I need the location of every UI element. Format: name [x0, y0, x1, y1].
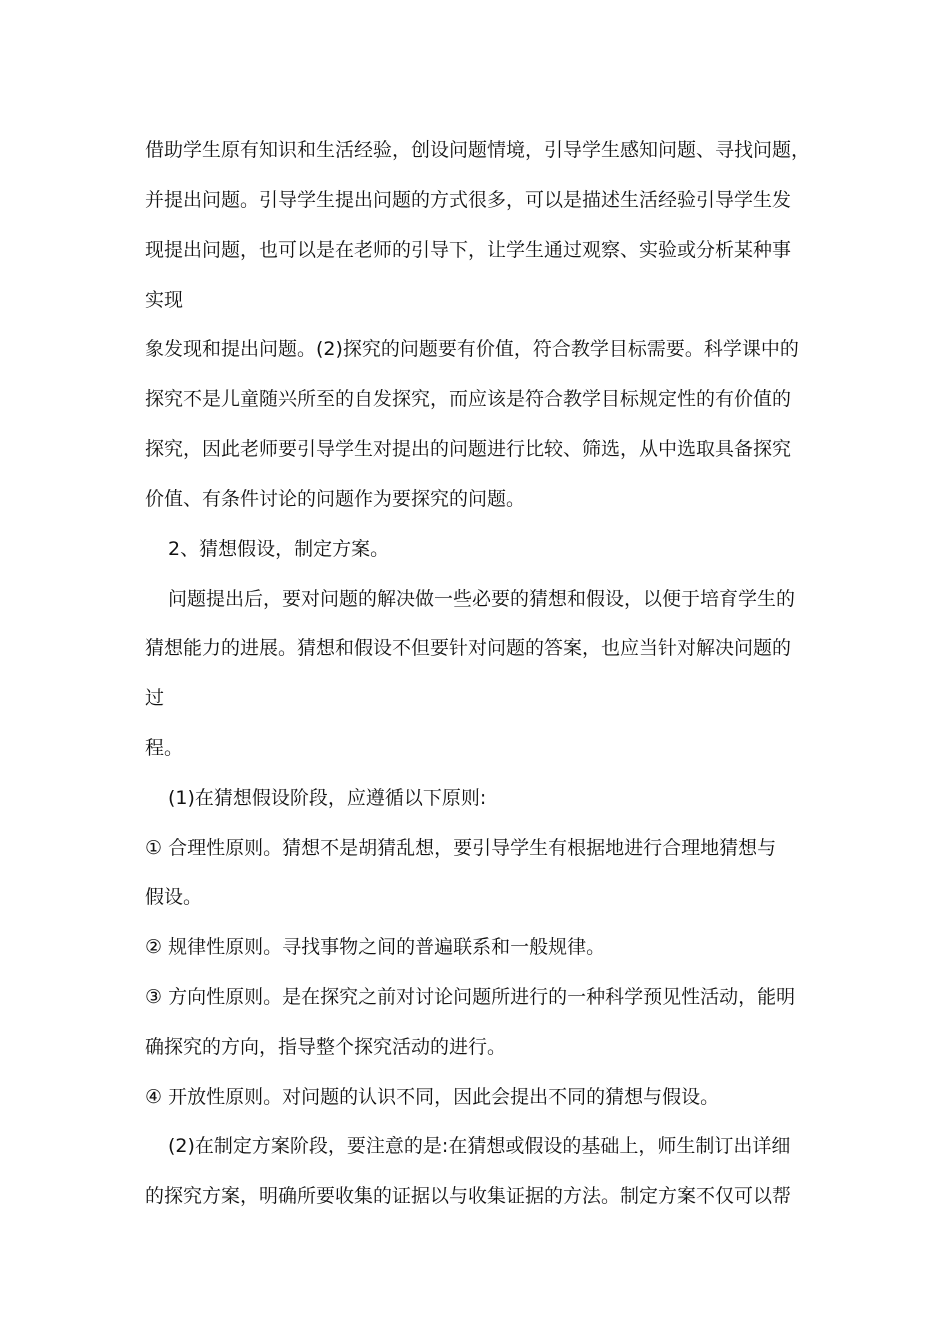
list-item: ① 合理性原则。猜想不是胡猜乱想，要引导学生有根据地进行合理地猜想与 [145, 837, 777, 859]
list-item: ③ 方向性原则。是在探究之前对讨论问题所进行的一种科学预见性活动，能明 [145, 986, 796, 1008]
body-text-line: (2)在制定方案阶段，要注意的是:在猜想或假设的基础上，师生制订出详细 [168, 1135, 791, 1157]
body-text-line: 过 [145, 687, 165, 709]
body-text-line: 猜想能力的进展。猜想和假设不但要针对问题的答案，也应当针对解决问题的 [145, 637, 792, 659]
section-heading: 2、猜想假设，制定方案。 [168, 538, 390, 560]
body-text-line: 问题提出后，要对问题的解决做一些必要的猜想和假设，以便于培育学生的 [168, 588, 796, 610]
list-item-continuation: 假设。 [145, 886, 203, 908]
body-text-line: 象发现和提出问题。(2)探究的问题要有价值，符合教学目标需要。科学课中的 [145, 338, 799, 360]
body-text-line: 现提出问题，也可以是在老师的引导下，让学生通过观察、实验或分析某种事 [145, 239, 792, 261]
body-text-line: 实现 [145, 289, 184, 311]
list-item: ④ 开放性原则。对问题的认识不同，因此会提出不同的猜想与假设。 [145, 1086, 720, 1108]
body-text-line: 并提出问题。引导学生提出问题的方式很多，可以是描述生活经验引导学生发 [145, 189, 792, 211]
list-item-continuation: 确探究的方向，指导整个探究活动的进行。 [145, 1036, 507, 1058]
body-text-line: 探究不是儿童随兴所至的自发探究，而应该是符合教学目标规定性的有价值的 [145, 388, 792, 410]
body-text-line: 探究，因此老师要引导学生对提出的问题进行比较、筛选，从中选取具备探究 [145, 438, 792, 460]
body-text-line: 价值、有条件讨论的问题作为要探究的问题。 [145, 488, 526, 510]
body-text-line: (1)在猜想假设阶段，应遵循以下原则: [168, 787, 487, 809]
body-text-line: 借助学生原有知识和生活经验，创设问题情境，引导学生感知问题、寻找问题， [145, 139, 811, 161]
body-text-line: 程。 [145, 737, 184, 759]
body-text-line: 的探究方案，明确所要收集的证据以与收集证据的方法。制定方案不仅可以帮 [145, 1185, 792, 1207]
list-item: ② 规律性原则。寻找事物之间的普遍联系和一般规律。 [145, 936, 606, 958]
